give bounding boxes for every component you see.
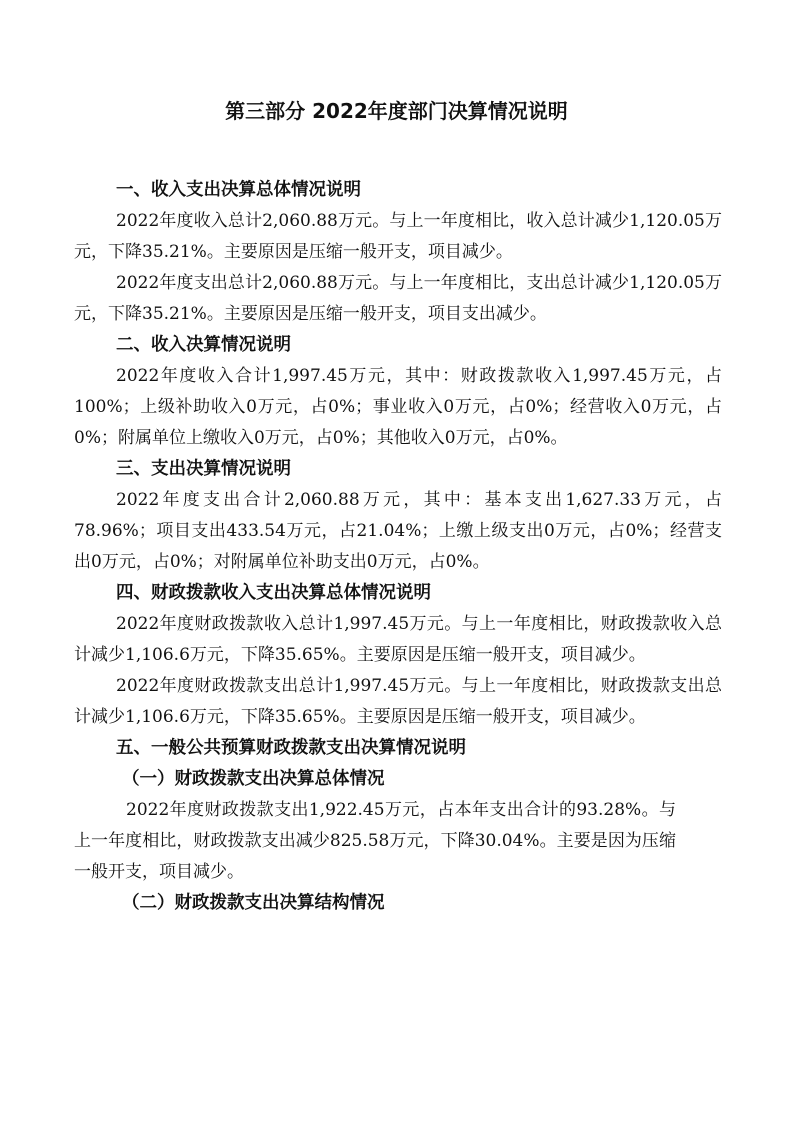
paragraph: 2022年度支出合计2,060.88万元，其中：基本支出1,627.33万元，占78.96%；项目支出433.54万元，占21.04%；上缴上级支出0万元，占0%；经营支出0万元，占0%；对附属单位补助支出0万元，占0%。 xyxy=(74,490,722,572)
page-title: 第三部分 2022年度部门决算情况说明 xyxy=(225,99,568,123)
section-heading: 四、财政拨款收入支出决算总体情况说明 xyxy=(116,583,431,603)
section-heading: 一、收入支出决算总体情况说明 xyxy=(116,180,361,200)
section-3 xyxy=(74,454,722,578)
paragraph: 2022年度收入合计1,997.45万元，其中：财政拨款收入1,997.45万元，占100%；上级补助收入0万元，占0%；事业收入0万元，占0%；经营收入0万元，占0%；附属单位上缴收入0万元，占0%；其他收入0万元，占0%。 xyxy=(74,366,722,448)
section-heading: 三、支出决算情况说明 xyxy=(116,459,291,479)
document-body xyxy=(74,175,722,919)
section-4 xyxy=(74,578,722,733)
paragraph: 2022年度财政拨款支出1,922.45万元，占本年支出合计的93.28%。与上一年度相比，财政拨款支出减少825.58万元，下降30.04%。主要是因为压缩一般开支，项目减少。 xyxy=(74,800,676,882)
subsection-heading: （一）财政拨款支出决算总体情况 xyxy=(122,769,385,789)
paragraph: 2022年度收入总计2,060.88万元。与上一年度相比，收入总计减少1,120.05万元，下降35.21%。主要原因是压缩一般开支，项目减少。 xyxy=(74,211,722,262)
section-1 xyxy=(74,175,722,330)
section-heading: 二、收入决算情况说明 xyxy=(116,335,291,355)
paragraph: 2022年度财政拨款收入总计1,997.45万元。与上一年度相比，财政拨款收入总计减少1,106.6万元，下降35.65%。主要原因是压缩一般开支，项目减少。 xyxy=(74,614,722,665)
section-5 xyxy=(74,733,722,919)
paragraph: 2022年度财政拨款支出总计1,997.45万元。与上一年度相比，财政拨款支出总计减少1,106.6万元，下降35.65%。主要原因是压缩一般开支，项目减少。 xyxy=(74,676,722,727)
section-heading: 五、一般公共预算财政拨款支出决算情况说明 xyxy=(116,738,466,758)
paragraph: 2022年度支出总计2,060.88万元。与上一年度相比，支出总计减少1,120.05万元，下降35.21%。主要原因是压缩一般开支，项目支出减少。 xyxy=(74,273,722,324)
section-2 xyxy=(74,330,722,454)
subsection-heading: （二）财政拨款支出决算结构情况 xyxy=(122,893,385,913)
